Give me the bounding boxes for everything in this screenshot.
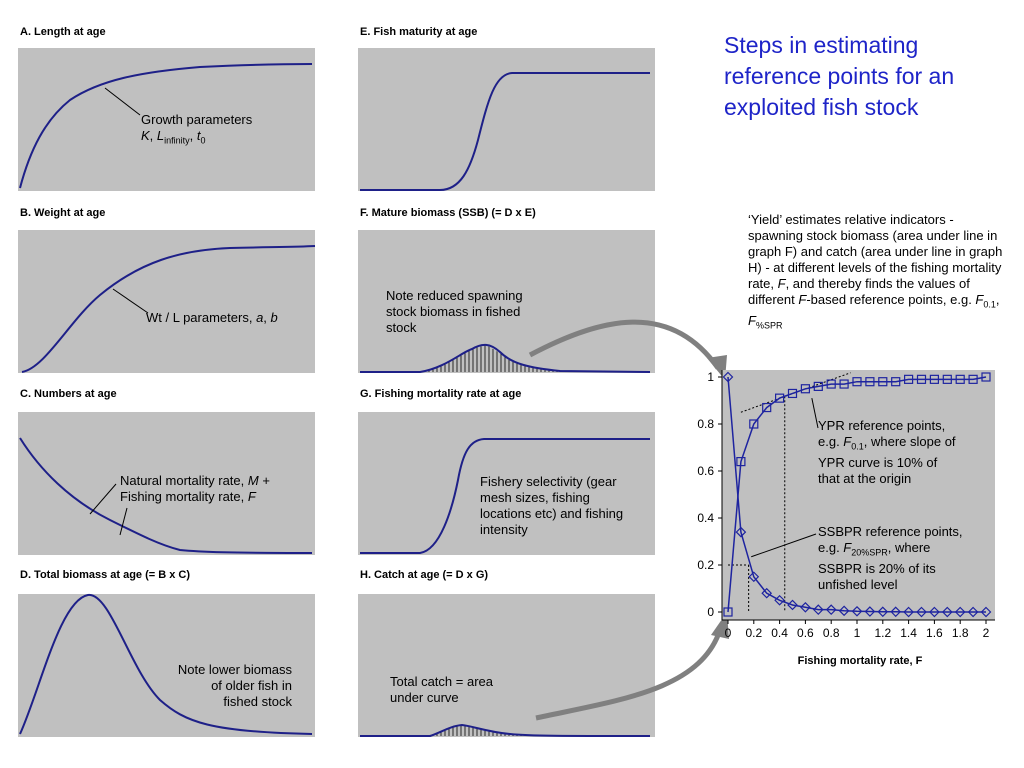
- x-tick-label: 1.2: [874, 626, 892, 640]
- y-tick-label: 0.4: [697, 511, 714, 525]
- y-tick-label: 0.2: [697, 558, 714, 572]
- panel-g-note: Fishery selectivity (gear mesh sizes, fishing locations etc) and fishing intensity: [480, 474, 624, 537]
- panel-f-note: Note reduced spawning stock biomass in fished stock: [386, 288, 523, 335]
- x-tick-label: 0.6: [797, 626, 814, 640]
- panel-f-title: F. Mature biomass (SSB) (= D x E): [360, 207, 536, 219]
- panel-g-title: G. Fishing mortality rate at age: [360, 388, 522, 400]
- panel-c-note: Natural mortality rate, M + Fishing mortality rate, F: [120, 473, 270, 504]
- x-tick-label: 1.4: [900, 626, 917, 640]
- panel-h-title: H. Catch at age (= D x G): [360, 569, 489, 581]
- x-tick-label: 0.8: [822, 626, 840, 640]
- panel-b-title: B. Weight at age: [20, 207, 106, 219]
- y-tick-label: 0: [707, 605, 714, 619]
- panel-a-title: A. Length at age: [20, 26, 106, 38]
- panel-e-title: E. Fish maturity at age: [360, 26, 478, 38]
- y-tick-label: 0.8: [697, 417, 714, 431]
- ypr-annotation: YPR reference points, e.g. $F_{0.1}$, where slope of YPR curve is 10% of that at the origin: [818, 418, 956, 486]
- y-tick-label: 1: [707, 370, 714, 384]
- x-tick-label: 0.2: [745, 626, 763, 640]
- x-tick-label: 0: [724, 626, 732, 640]
- x-tick-label: 2: [982, 626, 990, 640]
- y-tick-label: 0.6: [697, 464, 714, 478]
- panel-d-title: D. Total biomass at age (= B x C): [20, 569, 191, 581]
- slide-description: ‘Yield’ estimates relative indicators - spawning stock biomass (area under line in graph F) and catch (area under line in graph H) - at different levels of the fishing mortality rate, F, and thereby finds the values of different F-based reference points, e.g. $F_{0.1}$, $F_{\%SPR}$: [748, 212, 1003, 331]
- x-tick-label: 1: [853, 626, 861, 640]
- x-tick-label: 1.8: [951, 626, 969, 640]
- slide-heading: Steps in estimating reference points for an exploited fish stock: [724, 32, 955, 120]
- x-axis-title: Fishing mortality rate, F: [797, 655, 923, 667]
- panel-h-note: Total catch = area under curve: [390, 674, 493, 705]
- panel-c-title: C. Numbers at age: [20, 388, 117, 400]
- panel-b-note: Wt / L parameters, a, b: [146, 310, 278, 325]
- x-tick-label: 0.4: [771, 626, 788, 640]
- x-tick-label: 1.6: [926, 626, 943, 640]
- ssbpr-annotation: SSBPR reference points, e.g. $F_{20\%SPR}$, where SSBPR is 20% of its unfished level: [818, 524, 963, 592]
- panel-a-note: Growth parameters K, $L_{infinity}$, $t_0$: [141, 112, 253, 146]
- panel-d-note: Note lower biomass of older fish in fished stock: [177, 662, 292, 709]
